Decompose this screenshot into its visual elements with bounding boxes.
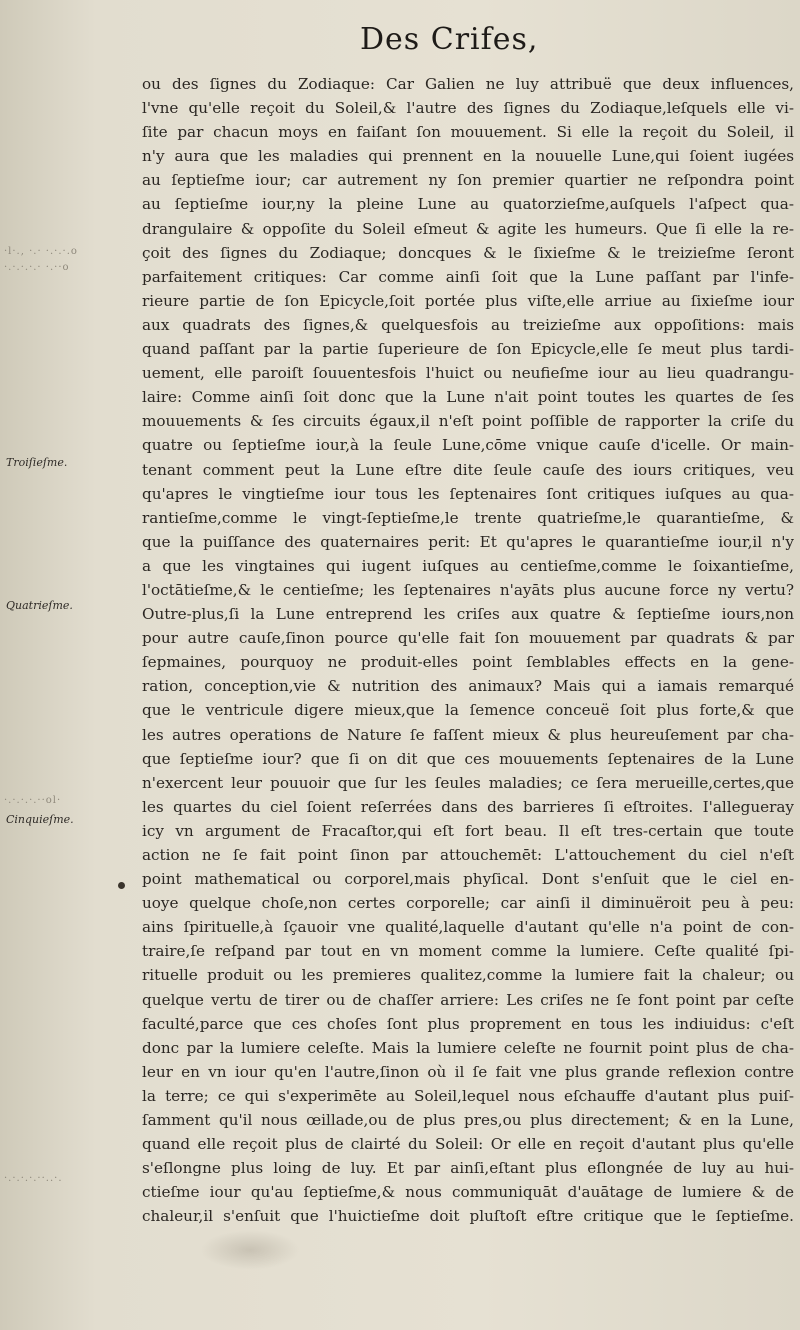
text-line: n'exercent leur pouuoir que ſur les ſeules maladies; ce ſera merueille,certes,que: [142, 773, 794, 792]
text-line: drangulaire & oppoſite du Soleil eſmeut & agite les humeurs. Que ſi elle la re-: [142, 219, 794, 238]
text-line: parfaitement critiques: Car comme ainſi ſoit que la Lune paſſant par l'infe-: [142, 267, 794, 286]
text-line: rieure partie de ſon Epicycle,ſoit portée plus viſte,elle arriue au ſixieſme iour: [142, 291, 794, 310]
text-line: quand paſſant par la partie ſuperieure de ſon Epicycle,elle ſe meut plus tardi-: [142, 340, 794, 359]
show-through-text: ·.·.·.·.··ol·: [4, 795, 62, 806]
text-line: qu'apres le vingtieſme iour tous les ſeptenaires ſont critiques iuſques au qua-: [142, 484, 794, 503]
text-line: quand elle reçoit plus de clairté du Soleil: Or elle en reçoit d'autant plus qu'elle: [142, 1135, 794, 1154]
text-line: traire,ſe reſpand par tout en vn moment comme la lumiere. Ceſte qualité ſpi-: [142, 942, 794, 961]
text-line: laire: Comme ainſi ſoit donc que la Lune n'ait point toutes les quartes de ſes: [142, 388, 794, 407]
text-line: ou des ſignes du Zodiaque: Car Galien ne luy attribuë que deux influences,: [142, 75, 794, 93]
text-line: ſepmaines, pourquoy ne produit-elles point ſemblables effects en la gene-: [142, 653, 794, 672]
text-line: l'vne qu'elle reçoit du Soleil,& l'autre des ſignes du Zodiaque,leſquels elle vi-: [142, 99, 794, 118]
text-line: mouuements & ſes circuits égaux,il n'eſt point poſſible de rapporter la criſe du: [142, 412, 794, 431]
text-line: l'octātieſme,& le centieſme; les ſeptenaires n'ayāts plus aucune force ny vertu?: [142, 580, 794, 599]
text-line: uoye quelque choſe,non certes corporelle; car ainſi il diminuëroit peu à peu:: [142, 894, 794, 913]
text-line: icy vn argument de Fracaſtor,qui eſt fort beau. Il eſt tres-certain que toute: [142, 821, 794, 840]
text-line: faculté,parce que ces choſes ſont plus proprement en tous les indiuidus: c'eſt: [142, 1014, 794, 1033]
text-line: que la puiſſance des quaternaires perit: Et qu'apres le quarantieſme iour,il n'y: [142, 532, 794, 551]
text-line: a que les vingtaines qui iugent iuſques au centieſme,comme le ſoixantieſme,: [142, 556, 794, 575]
margin-note-troisiesme: Troiſieſme.: [6, 456, 68, 469]
text-line: ctieſme iour qu'au ſeptieſme,& nous communiquāt d'auātage de lumiere & de: [142, 1183, 794, 1202]
text-line: çoit des ſignes du Zodiaque; doncques & le ſixieſme & le treizieſme ſeront: [142, 243, 794, 262]
text-line: ſite par chacun moys en faiſant ſon mouuement. Si elle la reçoit du Soleil, il: [142, 123, 794, 142]
text-line: donc par la lumiere celeſte. Mais la lumiere celeſte ne fournit point plus de cha-: [142, 1038, 794, 1057]
ink-spot: [118, 882, 125, 889]
show-through-text: ·.·.·.·.· ·.··o: [4, 262, 70, 273]
main-text-block: [142, 72, 794, 1229]
text-line: que le ventricule digere mieux,que la ſemence conceuë ſoit plus forte,& que: [142, 701, 794, 720]
show-through-text: ·l·., ·.· ·.·.·.o: [4, 246, 78, 257]
margin-note-cinquiesme: Cinquieſme.: [6, 813, 74, 826]
text-line: Outre-plus,ſi la Lune entreprend les criſes aux quatre & ſeptieſme iours,non: [142, 605, 794, 624]
paper-stain: [200, 1230, 300, 1270]
text-line: action ne ſe fait point ſinon par attouchemēt: L'attouchement du ciel n'eſt: [142, 846, 794, 864]
text-line: chaleur,il s'enſuit que l'huictieſme doit pluſtoſt eſtre critique que le ſeptieſme.: [142, 1207, 794, 1226]
text-line: au ſeptieſme iour,ny la pleine Lune au quatorzieſme,auſquels l'aſpect qua-: [142, 195, 794, 214]
running-title: Des Crifes,: [360, 22, 539, 57]
text-line: rituelle produit ou les premieres qualitez,comme la lumiere fait la chaleur; ou: [142, 966, 794, 985]
text-line: au ſeptieſme iour; car autrement ny ſon premier quartier ne reſpondra point: [142, 171, 794, 190]
text-line: ration, conception,vie & nutrition des animaux? Mais qui a iamais remarqué: [142, 677, 794, 696]
text-line: rantieſme,comme le vingt-ſeptieſme,le trente quatrieſme,le quarantieſme, &: [142, 508, 794, 527]
text-line: leur en vn iour qu'en l'autre,ſinon où il ſe fait vne plus grande reflexion contre: [142, 1062, 794, 1081]
text-line: pour autre cauſe,ſinon pource qu'elle fait ſon mouuement par quadrats & par: [142, 629, 794, 648]
text-line: les autres operations de Nature ſe faſſent mieux & plus heureuſement par cha-: [142, 725, 794, 744]
show-through-text: ·.·.·.·.··..·.: [4, 1173, 63, 1184]
text-line: quatre ou ſeptieſme iour,à la ſeule Lune,cōme vnique cauſe d'icelle. Or main-: [142, 436, 794, 455]
text-line: s'eſlongne plus loing de luy. Et par ainſi,eſtant plus eſlongnée de luy au hui-: [142, 1159, 794, 1178]
margin-note-quatriesme: Quatrieſme.: [6, 599, 73, 612]
text-line: aux quadrats des ſignes,& quelquesfois au treizieſme aux oppoſitions: mais: [142, 315, 794, 334]
text-line: uement, elle paroiſt ſouuentesfois l'huict ou neufieſme iour au lieu quadrangu-: [142, 364, 794, 383]
text-line: la terre; ce qui s'experimēte au Soleil,lequel nous eſchauffe d'autant plus puiſ-: [142, 1086, 794, 1105]
text-line: ains ſpirituelle,à ſçauoir vne qualité,laquelle d'autant qu'elle n'a point de con-: [142, 918, 794, 937]
text-line: ſamment qu'il nous œillade,ou de plus pres,ou plus directement; & en la Lune,: [142, 1111, 794, 1130]
text-line: quelque vertu de tirer ou de chaſſer arriere: Les criſes ne ſe font point par ceſte: [142, 990, 794, 1009]
text-line: que ſeptieſme iour? que ſi on dit que ces mouuements ſeptenaires de la Lune: [142, 749, 794, 768]
text-line: point mathematical ou corporel,mais phyſical. Dont s'enſuit que le ciel en-: [142, 870, 794, 889]
text-line: les quartes du ciel ſoient reſerrées dans des barrieres ſi eſtroites. I'allegueray: [142, 797, 794, 816]
text-line: tenant comment peut la Lune eſtre dite ſeule cauſe des iours critiques, veu: [142, 460, 794, 479]
text-line: n'y aura que les maladies qui prennent en la nouuelle Lune,qui ſoient iugées: [142, 147, 794, 166]
